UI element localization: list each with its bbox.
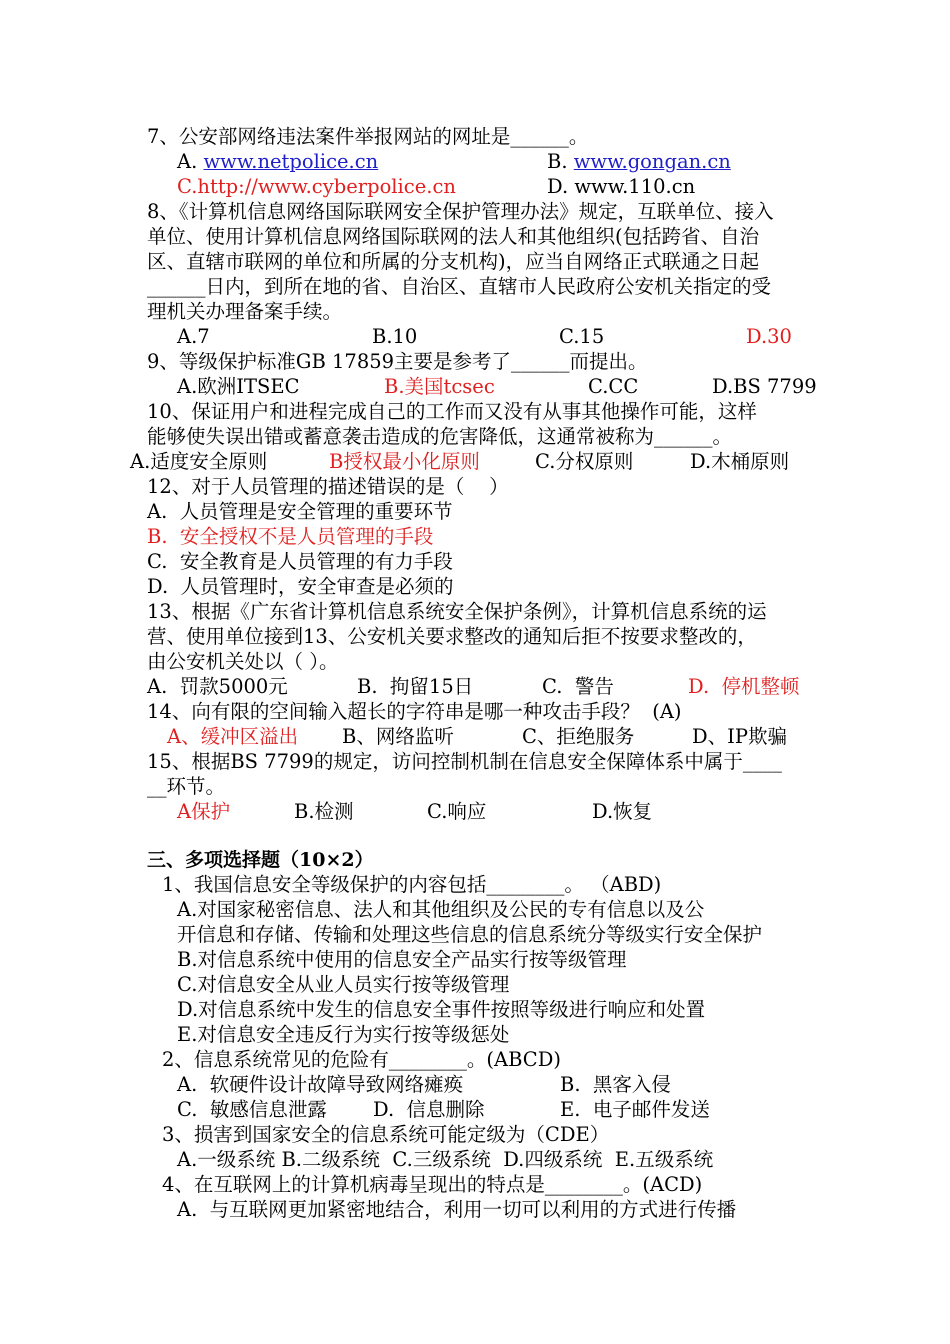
- q12-option-a: A. 人员管理是安全管理的重要环节: [147, 500, 453, 523]
- q7-option-c-answer: C.http://www.cyberpolice.cn: [177, 175, 456, 198]
- m1-option-c: C.对信息安全从业人员实行按等级管理: [177, 973, 510, 996]
- m2-option-c: C. 敏感信息泄露: [177, 1098, 327, 1121]
- q10-line: 10、保证用户和进程完成自己的工作而又没有从事其他操作可能，这样: [147, 400, 757, 423]
- q8-line: 区、直辖市联网的单位和所属的分支机构)，应当自网络正式联通之日起: [147, 250, 760, 273]
- q8-option-a: A.7: [177, 325, 210, 348]
- q13-line: 营、使用单位接到13、公安机关要求整改的通知后拒不按要求整改的，: [147, 625, 757, 648]
- q13-option-b: B. 拘留15日: [357, 675, 474, 698]
- m1-option-a: A.对国家秘密信息、法人和其他组织及公民的专有信息以及公: [177, 898, 705, 921]
- q15-option-d: D.恢复: [592, 800, 653, 823]
- q7-option-d: D. www.110.cn: [547, 175, 696, 198]
- m2-option-e: E. 电子邮件发送: [560, 1098, 710, 1121]
- m3-options: A.一级系统 B.二级系统 C.三级系统 D.四级系统 E.五级系统: [177, 1148, 714, 1171]
- q10-option-b-answer: B授权最小化原则: [329, 450, 480, 473]
- q14-option-a-answer: A、缓冲区溢出: [167, 725, 299, 748]
- q13-option-c: C. 警告: [542, 675, 614, 698]
- q15-option-c: C.响应: [427, 800, 487, 823]
- q14-option-c: C、拒绝服务: [522, 725, 635, 748]
- q13-line: 13、根据《广东省计算机信息系统安全保护条例》，计算机信息系统的运: [147, 600, 767, 623]
- m2-option-d: D. 信息删除: [373, 1098, 485, 1121]
- q8-option-b: B.10: [372, 325, 418, 348]
- q8-line: ______日内，到所在地的省、自治区、直辖市人民政府公安机关指定的受: [147, 275, 772, 298]
- q7-stem: 7、公安部网络违法案件举报网站的网址是______。: [147, 125, 589, 148]
- m4-stem: 4、在互联网上的计算机病毒呈现出的特点是________。(ACD): [162, 1173, 703, 1196]
- m1-option-d: D.对信息系统中发生的信息安全事件按照等级进行响应和处置: [177, 998, 706, 1021]
- q15-line: __环节。: [147, 775, 226, 798]
- q15-option-a-answer: A保护: [177, 800, 231, 823]
- q12-option-c: C. 安全教育是人员管理的有力手段: [147, 550, 453, 573]
- m1-option-e: E.对信息安全违反行为实行按等级惩处: [177, 1023, 510, 1046]
- q8-line: 理机关办理备案手续。: [147, 300, 343, 323]
- q9-option-d: D.BS 7799: [712, 375, 817, 398]
- m2-stem: 2、信息系统常见的危险有________。(ABCD): [162, 1048, 561, 1071]
- q7-option-a: A. www.netpolice.cn: [177, 150, 379, 173]
- q13-option-d-answer: D. 停机整顿: [688, 675, 800, 698]
- m3-stem: 3、损害到国家安全的信息系统可能定级为（CDE）: [162, 1123, 610, 1146]
- q14-option-b: B、网络监听: [342, 725, 454, 748]
- m4-option-a: A. 与互联网更加紧密地结合，利用一切可以利用的方式进行传播: [177, 1198, 737, 1221]
- q10-option-d: D.木桶原则: [690, 450, 790, 473]
- q10-line: 能够使失误出错或蓄意袭击造成的危害降低，这通常被称为______。: [147, 425, 733, 448]
- m1-option-b: B.对信息系统中使用的信息安全产品实行按等级管理: [177, 948, 627, 971]
- q9-option-c: C.CC: [588, 375, 639, 398]
- q10-option-c: C.分权原则: [535, 450, 634, 473]
- q9-option-b-answer: B.美国tcsec: [384, 375, 495, 398]
- m2-option-a: A. 软硬件设计故障导致网络瘫痪: [177, 1073, 464, 1096]
- m2-option-b: B. 黑客入侵: [560, 1073, 671, 1096]
- q8-option-c: C.15: [559, 325, 605, 348]
- q8-line: 单位、使用计算机信息网络国际联网的法人和其他组织(包括跨省、自治: [147, 225, 760, 248]
- section-heading: 三、多项选择题（10×2）: [147, 849, 374, 871]
- q14-option-d: D、IP欺骗: [692, 725, 787, 748]
- netpolice-link[interactable]: www.netpolice.cn: [203, 150, 379, 173]
- m1-stem: 1、我国信息安全等级保护的内容包括________。 （ABD): [162, 873, 662, 896]
- q7-option-b: B. www.gongan.cn: [547, 150, 731, 173]
- m1-option-a-cont: 开信息和存储、传输和处理这些信息的信息系统分等级实行安全保护: [177, 923, 763, 946]
- q9-option-a: A.欧洲ITSEC: [177, 375, 300, 398]
- q8-option-d-answer: D.30: [746, 325, 792, 348]
- q14-stem: 14、向有限的空间输入超长的字符串是哪一种攻击手段？ (A): [147, 700, 682, 723]
- q15-line: 15、根据BS 7799的规定，访问控制机制在信息安全保障体系中属于____: [147, 750, 782, 773]
- q13-option-a: A. 罚款5000元: [147, 675, 288, 698]
- q8-line: 8、《计算机信息网络国际联网安全保护管理办法》规定，互联单位、接入: [147, 200, 774, 223]
- q13-line: 由公安机关处以（ ）。: [147, 650, 339, 673]
- q12-stem: 12、对于人员管理的描述错误的是（ ）: [147, 475, 509, 498]
- q10-option-a: A.适度安全原则: [130, 450, 268, 473]
- gongan-link[interactable]: www.gongan.cn: [573, 150, 731, 173]
- q12-option-d: D. 人员管理时，安全审查是必须的: [147, 575, 454, 598]
- q12-option-b-answer: B. 安全授权不是人员管理的手段: [147, 525, 434, 548]
- q15-option-b: B.检测: [294, 800, 354, 823]
- q9-stem: 9、等级保护标准GB 17859主要是参考了______而提出。: [147, 350, 648, 373]
